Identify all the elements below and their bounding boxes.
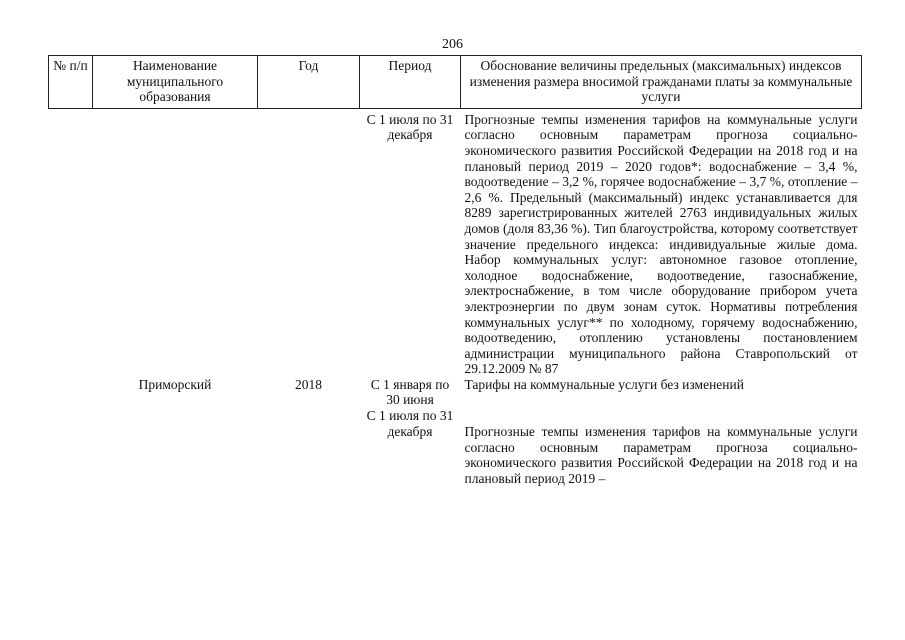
tariff-index-table <box>48 55 862 486</box>
cell-municipality: Приморский <box>138 376 212 392</box>
cell-justification: Тарифы на коммунальные услуги без изменений <box>464 376 744 392</box>
cell-municipality <box>93 408 258 486</box>
cell-municipality <box>93 108 258 377</box>
header-year: Год <box>258 56 360 109</box>
cell-justification: Прогнозные темпы изменения тарифов на коммунальные услуги согласно основным параметрам прогноза социально-экономического развития Российской Федерации на 2018 год и на плановый период 2019 – <box>464 424 858 486</box>
header-municipality: Наименование муниципального образования <box>93 56 258 109</box>
cell-justification: Прогнозные темпы изменения тарифов на коммунальные услуги согласно основным параметрам прогноза социально-экономического развития Российской Федерации на 2018 год и на плановый период 2019 – 2020 годов*: водоснабжение – 3,4 %, водоотведение – 3,2 %, горячее водоснабжение – 3,7 %, отопление – 2,6 %. Предельный (максимальный) индекс устанавливается для 8289 зарегистрированных жителей 2763 индивидуальных жилых домов (доля 83,36 %). Тип благоустройства, которому соответствует значение предельного индекса: индивидуальные жилые дома. Набор коммунальных услуг: автономное газовое отопление, холодное водоснабжение, водоотведение, газоснабжение, электроснабжение, в том числе оборудование прибором учета электроэнергии по двум зонам суток. Нормативы потребления коммунальных услуг** по холодному, горячему водоснабжению, водоотведению, отоплению установлены постановлением администрации муниципального района Ставропольский от 29.12.2009 № 87 <box>464 111 858 377</box>
cell-period: С 1 января по 30 июня <box>370 376 450 408</box>
table-header-row <box>49 56 862 109</box>
table-row <box>49 408 862 486</box>
cell-period: С 1 июля по 31 декабря <box>366 408 454 439</box>
table-row <box>49 377 862 408</box>
cell-year <box>258 408 360 486</box>
table-row <box>49 108 862 377</box>
page-number: 206 <box>442 37 463 52</box>
cell-year: 2018 <box>295 376 322 392</box>
header-justification: Обоснование величины предельных (максимальных) индексов изменения размера вносимой гражданами платы за коммунальные услуги <box>461 56 862 109</box>
header-num: № п/п <box>49 56 93 109</box>
cell-year <box>258 108 360 377</box>
cell-num <box>49 108 93 377</box>
cell-period: С 1 июля по 31 декабря <box>366 111 454 143</box>
cell-num <box>49 408 93 486</box>
header-period: Период <box>360 56 461 109</box>
cell-num <box>49 377 93 408</box>
